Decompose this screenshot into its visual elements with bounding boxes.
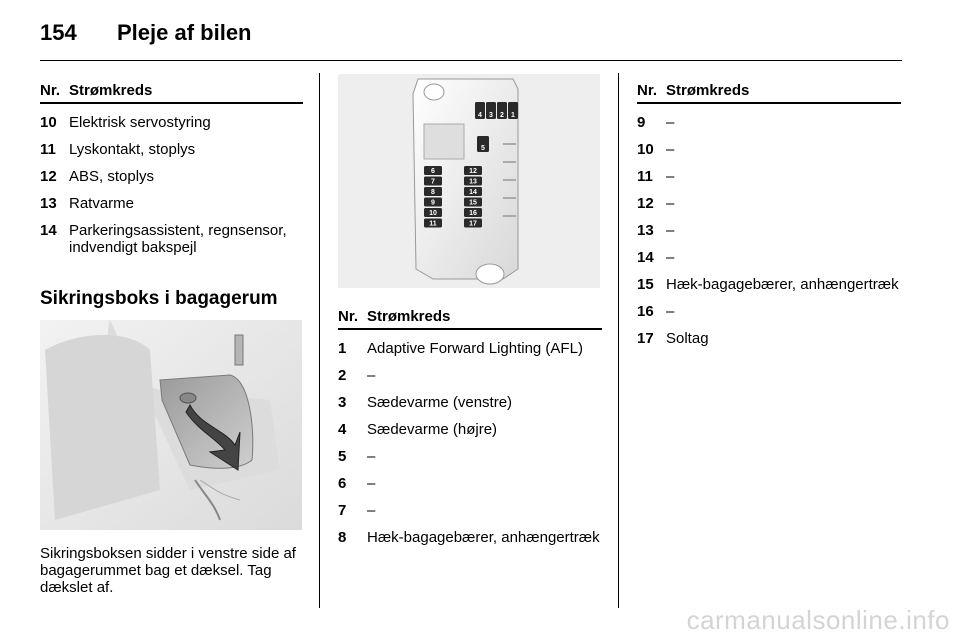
fuse-number: 13 bbox=[40, 195, 57, 212]
circuit-description: Sædevarme (højre) bbox=[367, 421, 498, 438]
fuse bbox=[424, 177, 442, 186]
right-table-rows bbox=[637, 114, 901, 347]
fuse-number: 15 bbox=[637, 276, 654, 293]
fuse-number: 8 bbox=[338, 529, 347, 546]
fuse-number: 4 bbox=[338, 421, 347, 438]
table-row bbox=[40, 141, 303, 158]
table-row bbox=[338, 448, 602, 465]
circuit-description: – bbox=[666, 249, 675, 266]
table-row bbox=[338, 502, 602, 519]
right-table-header bbox=[637, 80, 901, 104]
table-row bbox=[338, 475, 602, 492]
column-divider-1 bbox=[319, 73, 320, 608]
circuit-description: – bbox=[666, 195, 675, 212]
column-divider-2 bbox=[618, 73, 619, 608]
fuse bbox=[464, 208, 482, 217]
fuse-label: 3 bbox=[489, 112, 493, 119]
circuit-description: Hæk-bagagebærer, anhængertræk bbox=[666, 276, 899, 293]
fuse-label: 16 bbox=[469, 210, 477, 217]
fuse bbox=[424, 187, 442, 196]
circuit-description: – bbox=[666, 141, 675, 158]
fuse-number: 10 bbox=[637, 141, 654, 158]
fuse-label: 9 bbox=[431, 199, 435, 207]
fuse-number: 11 bbox=[40, 141, 56, 158]
caption: Sikringsboksen sidder i venstre side af bagagerummet bag et dæksel. Tag dækslet af. bbox=[40, 545, 296, 596]
fuse bbox=[424, 208, 442, 217]
fuse bbox=[424, 219, 442, 228]
fuse-number: 11 bbox=[637, 168, 653, 185]
fuse-label: 13 bbox=[469, 178, 477, 186]
fuse bbox=[424, 198, 442, 207]
table-row bbox=[637, 222, 901, 239]
header-nr: Nr. bbox=[637, 82, 658, 99]
fuse-number: 14 bbox=[40, 222, 57, 239]
fuse-number: 3 bbox=[338, 394, 347, 411]
fuse bbox=[464, 166, 482, 175]
fuse-label: 4 bbox=[478, 112, 482, 119]
table-row bbox=[637, 141, 901, 158]
fuse-number: 7 bbox=[338, 502, 347, 519]
fuse-number: 16 bbox=[637, 303, 654, 320]
fuse-number: 9 bbox=[637, 114, 646, 131]
table-row bbox=[338, 340, 602, 357]
table-row bbox=[338, 367, 602, 384]
fuse bbox=[497, 102, 507, 119]
fuse-number: 12 bbox=[40, 168, 57, 185]
fuse-label: 2 bbox=[500, 112, 504, 119]
fuse-box-drawing bbox=[338, 74, 600, 288]
fuse-label: 1 bbox=[511, 112, 515, 119]
fuse-label: 12 bbox=[469, 168, 477, 175]
fuse-single bbox=[477, 136, 489, 152]
table-row bbox=[637, 330, 901, 347]
circuit-description: – bbox=[367, 448, 376, 465]
circuit-description: – bbox=[367, 502, 376, 519]
fuse bbox=[424, 166, 442, 175]
fuse-label: 17 bbox=[469, 220, 477, 228]
fuse-label: 11 bbox=[429, 220, 437, 228]
table-row bbox=[637, 249, 901, 266]
fuse bbox=[508, 102, 518, 119]
table-row bbox=[637, 195, 901, 212]
circuit-description: Elektrisk servostyring bbox=[69, 114, 211, 131]
fuse-number: 17 bbox=[637, 330, 654, 347]
watermark: carmanualsonline.info bbox=[686, 605, 950, 635]
table-row bbox=[637, 168, 901, 185]
right-table bbox=[637, 80, 901, 347]
table-row bbox=[637, 114, 901, 131]
fuse bbox=[464, 177, 482, 186]
fuse-number: 14 bbox=[637, 249, 654, 266]
trunk-illustration bbox=[40, 320, 302, 530]
header-circuit: Strømkreds bbox=[367, 308, 451, 325]
fuse-label: 6 bbox=[431, 168, 435, 175]
circuit-description: Hæk-bagagebærer, anhængertræk bbox=[367, 529, 600, 546]
fuse-box-illustration bbox=[338, 74, 600, 288]
header-nr: Nr. bbox=[40, 82, 61, 99]
circuit-description: Sædevarme (venstre) bbox=[367, 394, 513, 411]
fuse bbox=[464, 219, 482, 228]
trunk-cover-drawing bbox=[40, 320, 302, 530]
section-title: Sikringsboks i bagagerum bbox=[40, 288, 278, 309]
table-row bbox=[338, 394, 602, 411]
fuse-label: 5 bbox=[481, 145, 485, 152]
left-table-header bbox=[40, 80, 303, 104]
fuse bbox=[464, 198, 482, 207]
fuse bbox=[477, 136, 489, 152]
fuse-number: 10 bbox=[40, 114, 57, 131]
fuse-number: 12 bbox=[637, 195, 654, 212]
table-row bbox=[338, 529, 602, 546]
left-table bbox=[40, 80, 303, 256]
table-row bbox=[40, 168, 303, 185]
table-row bbox=[637, 303, 901, 320]
circuit-description: – bbox=[367, 367, 376, 384]
fuse-number: 2 bbox=[338, 367, 347, 384]
fuse-label: 14 bbox=[469, 189, 477, 196]
fuse-number: 5 bbox=[338, 448, 347, 465]
fuse-label: 7 bbox=[431, 178, 435, 186]
header-rule bbox=[40, 60, 902, 61]
circuit-description: ABS, stoplys bbox=[69, 168, 155, 185]
fuse-number: 1 bbox=[338, 340, 347, 357]
left-table-rows bbox=[40, 114, 303, 256]
circuit-description: – bbox=[666, 303, 675, 320]
header-circuit: Strømkreds bbox=[69, 82, 153, 99]
fuse-number: 6 bbox=[338, 475, 347, 492]
page-number: 154 bbox=[40, 20, 77, 45]
fuse-number: 13 bbox=[637, 222, 654, 239]
fuse-label: 15 bbox=[469, 199, 477, 207]
fuse-label: 10 bbox=[429, 210, 437, 217]
table-row bbox=[40, 114, 303, 131]
fuse bbox=[464, 187, 482, 196]
fuse bbox=[475, 102, 485, 119]
fuse bbox=[486, 102, 496, 119]
middle-table-rows bbox=[338, 340, 602, 546]
table-row bbox=[40, 195, 303, 212]
header-nr: Nr. bbox=[338, 308, 359, 325]
middle-table-header bbox=[338, 306, 602, 330]
circuit-description: Parkeringsassistent, regnsensor, indvendigt bakspejl bbox=[69, 222, 287, 256]
circuit-description: Lyskontakt, stoplys bbox=[69, 141, 196, 158]
header-circuit: Strømkreds bbox=[666, 82, 750, 99]
page-title: Pleje af bilen bbox=[117, 20, 252, 45]
table-row bbox=[637, 276, 901, 293]
circuit-description: – bbox=[666, 222, 675, 239]
table-row bbox=[40, 222, 303, 256]
circuit-description: Ratvarme bbox=[69, 195, 135, 212]
middle-table bbox=[338, 306, 602, 546]
table-row bbox=[338, 421, 602, 438]
circuit-description: Soltag bbox=[666, 330, 709, 347]
circuit-description: – bbox=[666, 168, 675, 185]
circuit-description: – bbox=[666, 114, 675, 131]
fuse-label: 8 bbox=[431, 189, 435, 196]
circuit-description: – bbox=[367, 475, 376, 492]
circuit-description: Adaptive Forward Lighting (AFL) bbox=[367, 340, 583, 357]
